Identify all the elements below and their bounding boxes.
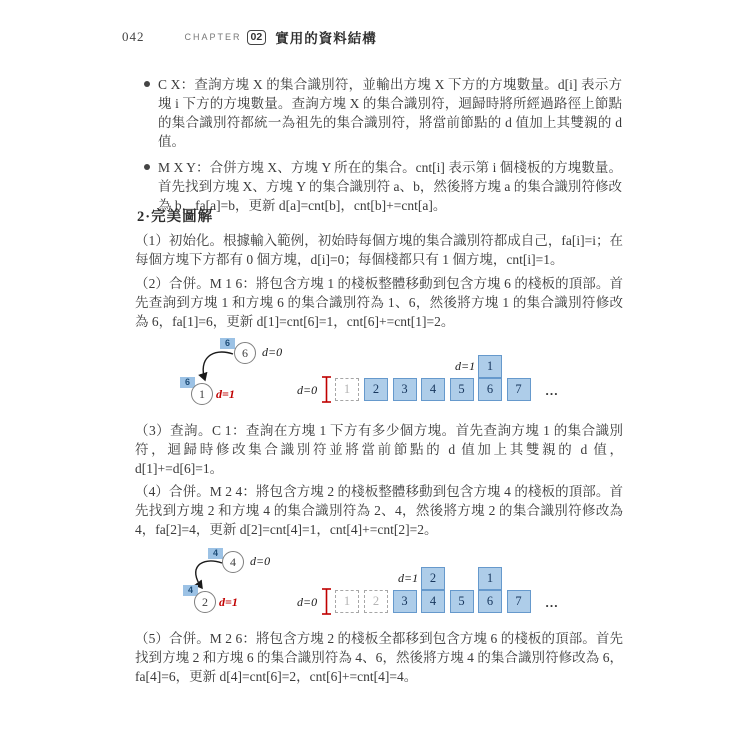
stack-cell: 4 bbox=[421, 378, 445, 401]
page-header bbox=[122, 27, 377, 47]
paragraph-merge-2-4: （4）合併。M 2 4：將包含方塊 2 的棧板整體移動到包含方塊 4 的棧板的頂部。首先找到方塊 2 和方塊 4 的集合識別符為 2、4，然後將方塊 2 的集合識別符修改為 4，fa[2]=4，更新 d[2]=cnt[4]=1，cnt[4]+=cnt[2]=2。 bbox=[135, 484, 623, 537]
chapter-number-badge: 02 bbox=[247, 30, 267, 45]
set-id-tag: 4 bbox=[208, 548, 223, 559]
d-value-label: d=0 bbox=[297, 595, 318, 609]
tree-node: 1 bbox=[191, 383, 213, 405]
set-id-tag: 4 bbox=[183, 585, 198, 596]
bullet-icon bbox=[144, 81, 150, 87]
stack-cell: 3 bbox=[393, 378, 417, 401]
tree-node: 2 bbox=[194, 591, 216, 613]
paragraph-merge-2-6: （5）合併。M 2 6：將包含方塊 2 的棧板全都移到包含方塊 6 的棧板的頂部。首先找到方塊 2 和方塊 6 的集合識別符為 4、6，然後將方塊 4 的集合識別符修改為 6，fa[4]=6，更新 d[4]=cnt[6]=2，cnt[6]+=cnt[4]=4。 bbox=[135, 631, 623, 684]
curved-arrow-icon bbox=[190, 343, 250, 388]
stack-cell: 4 bbox=[421, 590, 445, 613]
stack-cell: 5 bbox=[450, 378, 474, 401]
stack-cell: 7 bbox=[507, 590, 531, 613]
list-item bbox=[158, 158, 622, 215]
ellipsis: … bbox=[545, 595, 559, 610]
chapter-title: 實用的資料結構 bbox=[275, 31, 377, 46]
d-zero-marker-icon bbox=[321, 375, 332, 404]
ellipsis: … bbox=[545, 383, 559, 398]
stack-cell: 3 bbox=[393, 590, 417, 613]
chapter-label: CHAPTER bbox=[184, 32, 242, 42]
paragraph-query-1: （3）查詢。C 1：查詢在方塊 1 下方有多少個方塊。首先查詢方塊 1 的集合識別符，迴歸時修改集合識別符並將當前節點的 d 值加上其雙親的 d 值，d[1]+=d[6]=1。 bbox=[135, 423, 623, 476]
d-value-label-red: d=1 bbox=[216, 387, 235, 401]
stack-cell: 5 bbox=[450, 590, 474, 613]
stack-cell: 6 bbox=[478, 378, 502, 401]
stack-cell-top: 1 bbox=[478, 355, 502, 378]
stack-cell-ghost: 1 bbox=[335, 378, 359, 401]
d-value-label: d=1 bbox=[398, 571, 419, 585]
d-value-label: d=0 bbox=[250, 554, 271, 568]
set-id-tag: 6 bbox=[220, 338, 235, 349]
bullet-text: C X：查詢方塊 X 的集合識別符，並輸出方塊 X 下方的方塊數量。d[i] 表示方塊 i 下方的方塊數量。查詢方塊 X 的集合識別符，迴歸時將所經過路徑上節點的集合識別符都統一為祖先的集合識別符，將當前節點的 d 值加上其雙親的 d 值。 bbox=[158, 77, 622, 149]
page-number: 042 bbox=[122, 29, 145, 44]
stack-cell-top: 1 bbox=[478, 567, 502, 590]
set-id-tag: 6 bbox=[180, 377, 195, 388]
bullet-icon bbox=[144, 164, 150, 170]
stack-cell: 7 bbox=[507, 378, 531, 401]
diagram-merge-2-4 bbox=[0, 548, 750, 629]
tree-node: 4 bbox=[222, 551, 244, 573]
bullet-text: M X Y：合併方塊 X、方塊 Y 所在的集合。cnt[i] 表示第 i 個棧板的方塊數量。首先找到方塊 X、方塊 Y 的集合識別符 a、b，然後將方塊 a 的集合識別符修改為 b，fa[a]=b，更新 d[a]=cnt[b]，cnt[b]+=cnt[a]。 bbox=[158, 160, 622, 213]
section-heading: 2·完美圖解 bbox=[137, 209, 214, 225]
stack-cell-ghost: 2 bbox=[364, 590, 388, 613]
d-zero-marker-icon bbox=[321, 587, 332, 616]
paragraph-merge-1-6: （2）合併。M 1 6：將包含方塊 1 的棧板整體移動到包含方塊 6 的棧板的頂部。首先查詢到方塊 1 和方塊 6 的集合識別符為 1、6，然後將方塊 1 的集合識別符修改為 6，fa[1]=6，更新 d[1]=cnt[6]=1，cnt[6]+=cnt[1]=2。 bbox=[135, 276, 623, 329]
d-value-label: d=0 bbox=[297, 383, 318, 397]
d-value-label: d=1 bbox=[455, 359, 476, 373]
paragraph-init: （1）初始化。根據輸入範例，初始時每個方塊的集合識別符都成自己，fa[i]=i；在每個方塊下方都有 0 個方塊，d[i]=0；每個棧都只有 1 個方塊，cnt[i]=1。 bbox=[135, 233, 623, 267]
d-value-label: d=0 bbox=[262, 345, 283, 359]
stack-cell-ghost: 1 bbox=[335, 590, 359, 613]
list-item bbox=[158, 75, 622, 151]
stack-cell: 2 bbox=[364, 378, 388, 401]
d-value-label-red: d=1 bbox=[219, 595, 238, 609]
operation-bullet-list bbox=[158, 75, 622, 222]
diagram-merge-1-6 bbox=[0, 335, 750, 421]
stack-cell-top: 2 bbox=[421, 567, 445, 590]
stack-cell: 6 bbox=[478, 590, 502, 613]
tree-node: 6 bbox=[234, 342, 256, 364]
